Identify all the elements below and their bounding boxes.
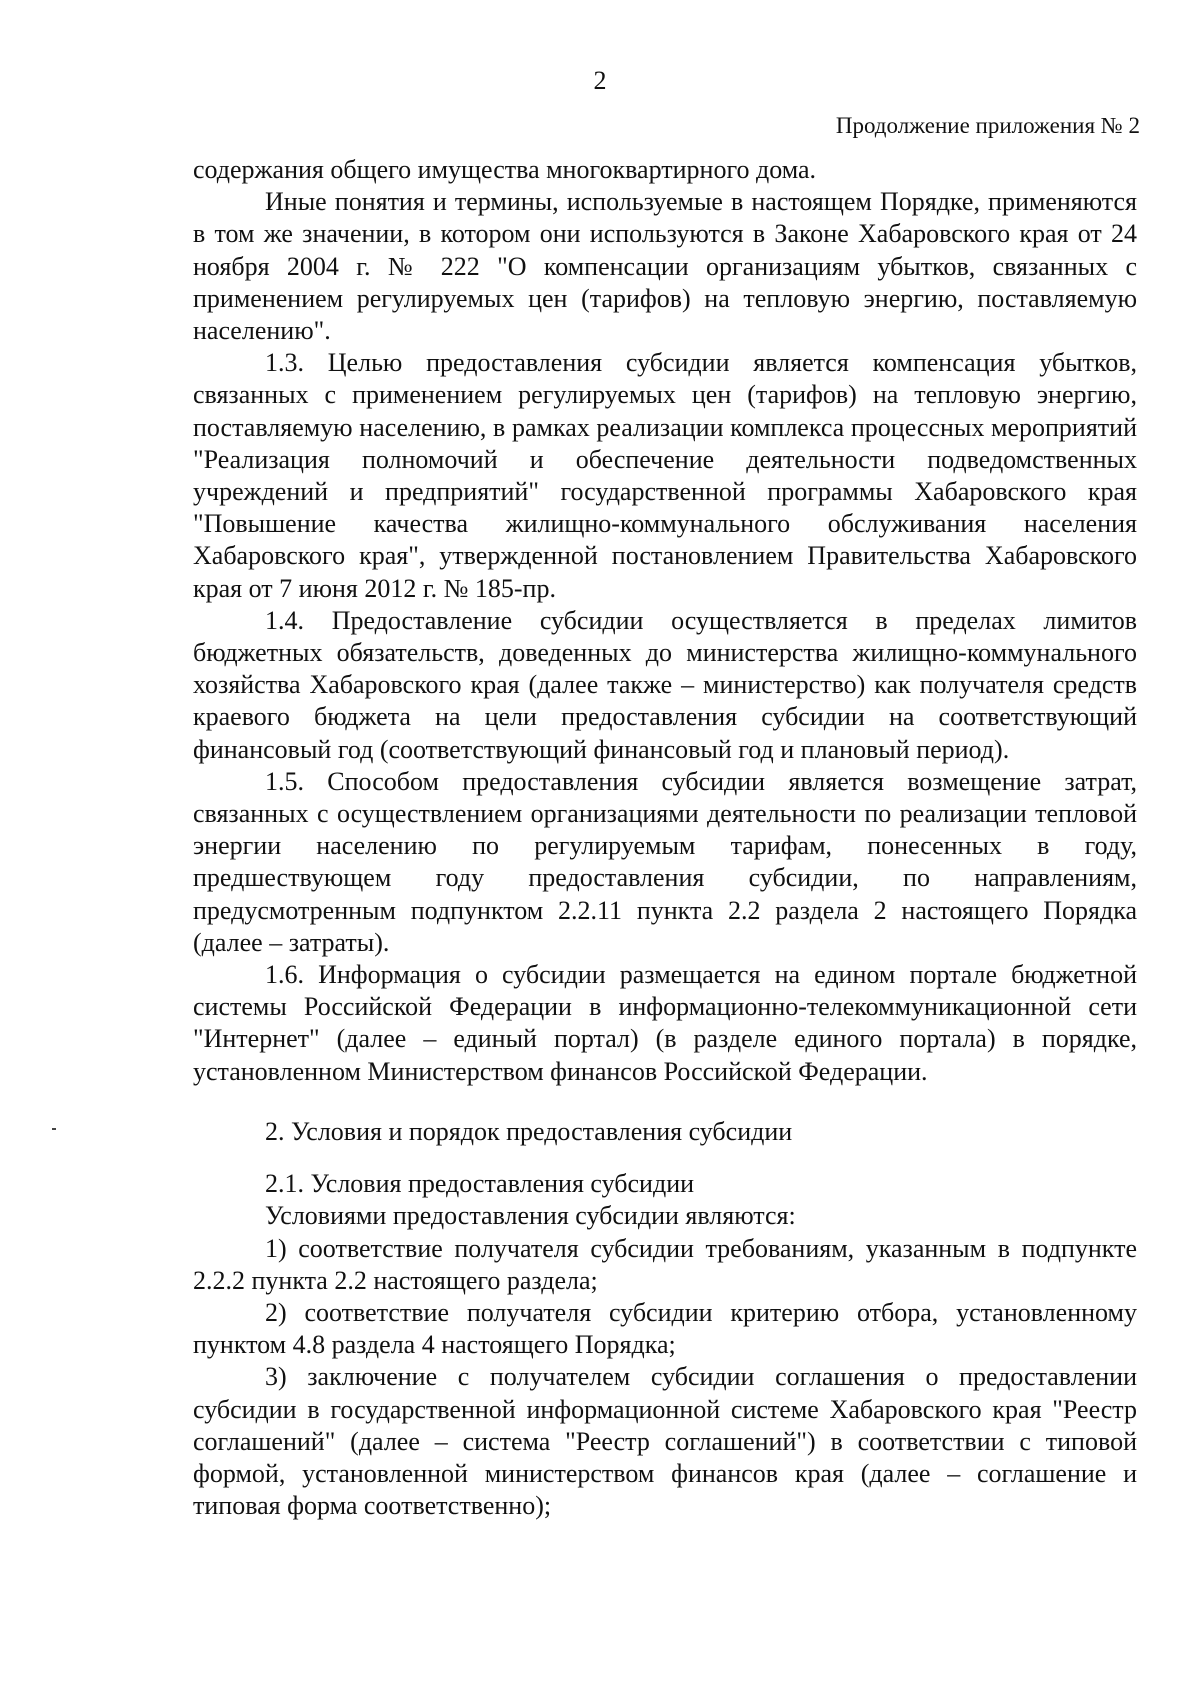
paragraph-terms: Иные понятия и термины, используемые в настоящем Порядке, применяются в том же значении, в котором они используются в Законе Хабаровского края от 24 ноября 2004 г. № 222 "О компенсации организациям убытков, связанных с применением регулируемых цен (тарифов) на тепловую энергию, поставляемую населению". xyxy=(193,187,1137,346)
page-number: 2 xyxy=(593,66,607,95)
continuation-header: Продолжение приложения № 2 xyxy=(835,113,1140,138)
paragraph-1-3: 1.3. Целью предоставления субсидии является компенсация убытков, связанных с применением регулируемых цен (тарифов) на тепловую энергию, поставляемую населению, в рамках реализации комплекса процессных мероприятий "Реализация полномочий и обеспечение деятельности подведомственных учреждений и предприятий" государственной программы Хабаровского края "Повышение качества жилищно-коммунального обслуживания населения Хабаровского края", утвержденной постановлением Правительства Хабаровского края от 7 июня 2012 г. № 185-пр. xyxy=(193,348,1137,603)
paragraph-1-6: 1.6. Информация о субсидии размещается на едином портале бюджетной системы Российской Федерации в информационно-телекоммуникационной сети "Интернет" (далее – единый портал) (в разделе единого портала) в порядке, установленном Министерством финансов Российской Федерации. xyxy=(193,960,1137,1086)
paragraph-continued: содержания общего имущества многоквартирного дома. xyxy=(193,155,817,184)
section-heading: 2. Условия и порядок предоставления субсидии xyxy=(265,1116,793,1146)
paragraph-1-4: 1.4. Предоставление субсидии осуществляется в пределах лимитов бюджетных обязательств, доведенных до министерства жилищно-коммунального хозяйства Хабаровского края (далее также – министерство) как получателя средств краевого бюджета на цели предоставления субсидии на соответствующий финансовый год (соответствующий финансовый год и плановый период). xyxy=(193,605,1137,764)
condition-item: 1) соответствие получателя субсидии требованиям, указанным в подпункте 2.2.2 пункта 2.2 настоящего раздела; xyxy=(193,1233,1137,1295)
conditions-intro: Условиями предоставления субсидии являются: xyxy=(265,1201,796,1231)
subsection-heading: 2.1. Условия предоставления субсидии xyxy=(265,1169,695,1199)
margin-mark xyxy=(52,1128,56,1130)
paragraph-1-5: 1.5. Способом предоставления субсидии является возмещение затрат, связанных с осуществлением организациями деятельности по реализации тепловой энергии населению по регулируемым тарифам, понесенных в году, предшествующем году предоставления субсидии, по направлениям, предусмотренным подпунктом 2.2.11 пункта 2.2 раздела 2 настоящего Порядка (далее – затраты). xyxy=(193,766,1137,957)
condition-item: 2) соответствие получателя субсидии критерию отбора, установленному пунктом 4.8 раздела 4 настоящего Порядка; xyxy=(193,1297,1137,1360)
condition-item: 3) заключение с получателем субсидии соглашения о предоставлении субсидии в государственной информационной системе Хабаровского края "Реестр соглашений" (далее – система "Реестр соглашений") в соответствии с типовой формой, установленной министерством финансов края (далее – соглашение и типовая форма соответственно); xyxy=(193,1362,1137,1521)
document-body xyxy=(193,154,1137,1522)
